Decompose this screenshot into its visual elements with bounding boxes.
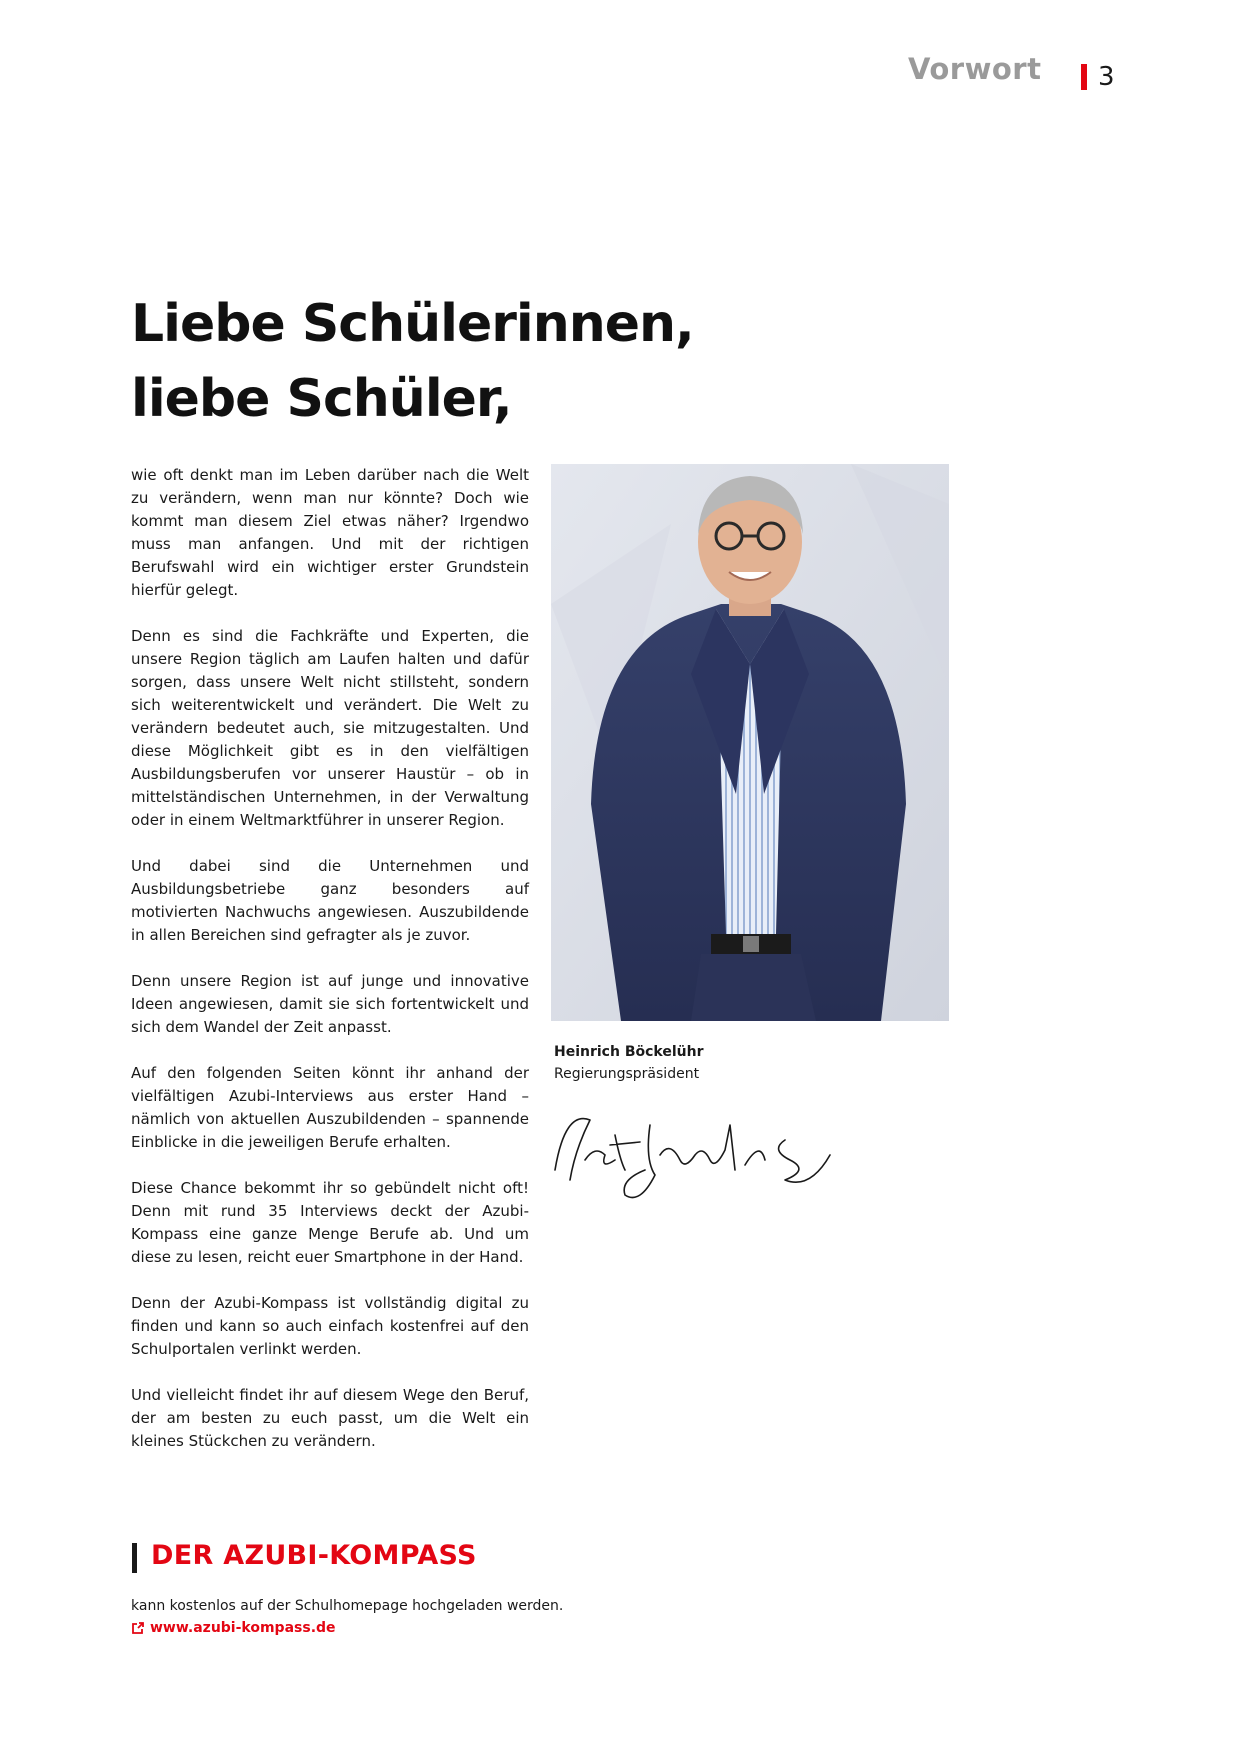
paragraph: Denn es sind die Fachkräfte und Experten, die unsere Region täglich am Laufen halten und dafür sorgen, dass unsere Welt nicht stillsteht, sondern sich weiterentwickelt und verändert. Die Welt zu verändern bedeutet auch, sie mitzugestalten. Und diese Möglichkeit gibt es in den vielfältigen Ausbildungsberufen vor unserer Haustür – ob in mittelständischen Unternehmen, in der Verwaltung oder in einem Weltmarktführer in unserer Region.	[131, 627, 529, 829]
footer-text: kann kostenlos auf der Schulhomepage hochgeladen werden.	[131, 1598, 564, 1614]
footer-accent-bar	[132, 1543, 137, 1573]
paragraph: wie oft denkt man im Leben darüber nach die Welt zu verändern, wenn man nur könnte? Doch wie kommt man diesem Ziel etwas näher? Irgendwo muss man anfangen. Und mit der richtigen Berufswahl wird ein wichtiger erster Grundstein hierfür gelegt.	[131, 466, 529, 599]
header-accent-bar	[1081, 64, 1087, 90]
paragraph: Und vielleicht findet ihr auf diesem Wege den Beruf, der am besten zu euch passt, um die Welt ein kleines Stückchen zu verändern.	[131, 1386, 529, 1450]
paragraph: Auf den folgenden Seiten könnt ihr anhand der vielfältigen Azubi-Interviews aus erster Hand – nämlich von aktuellen Auszubildenden – spannende Einblicke in die jeweiligen Berufe erhalten.	[131, 1064, 529, 1151]
paragraph: Denn unsere Region ist auf junge und innovative Ideen angewiesen, damit sie sich fortentwickelt und sich dem Wandel der Zeit anpasst.	[131, 972, 529, 1036]
section-title: Vorwort	[908, 52, 1042, 86]
page-number: 3	[1098, 62, 1115, 92]
paragraph: Diese Chance bekommt ihr so gebündelt nicht oft! Denn mit rund 35 Interviews deckt der Azubi-Kompass eine ganze Menge Berufe ab. Und um diese zu lesen, reicht euer Smartphone in der Hand.	[131, 1179, 529, 1266]
website-link-label: www.azubi-kompass.de	[150, 1620, 336, 1636]
paragraph: Denn der Azubi-Kompass ist vollständig digital zu finden und kann so auch einfach kostenfrei auf den Schulportalen verlinkt werden.	[131, 1294, 529, 1358]
caption-name: Heinrich Böckelühr	[554, 1044, 704, 1060]
paragraph: Und dabei sind die Unternehmen und Ausbildungsbetriebe ganz besonders auf motivierten Nachwuchs angewiesen. Auszubildende in allen Bereichen sind gefragter als je zuvor.	[131, 857, 529, 944]
footer-title: DER AZUBI-KOMPASS	[151, 1540, 477, 1571]
body-text	[131, 464, 529, 1476]
caption-role: Regierungspräsident	[554, 1066, 700, 1082]
title-line-1: Liebe Schülerinnen,	[131, 294, 694, 354]
title-line-2: liebe Schüler,	[131, 369, 512, 429]
handwritten-signature	[545, 1100, 835, 1210]
external-link-icon	[131, 1621, 145, 1635]
portrait-photo	[551, 464, 949, 1021]
website-link[interactable]	[131, 1620, 336, 1636]
page-title	[131, 287, 831, 437]
